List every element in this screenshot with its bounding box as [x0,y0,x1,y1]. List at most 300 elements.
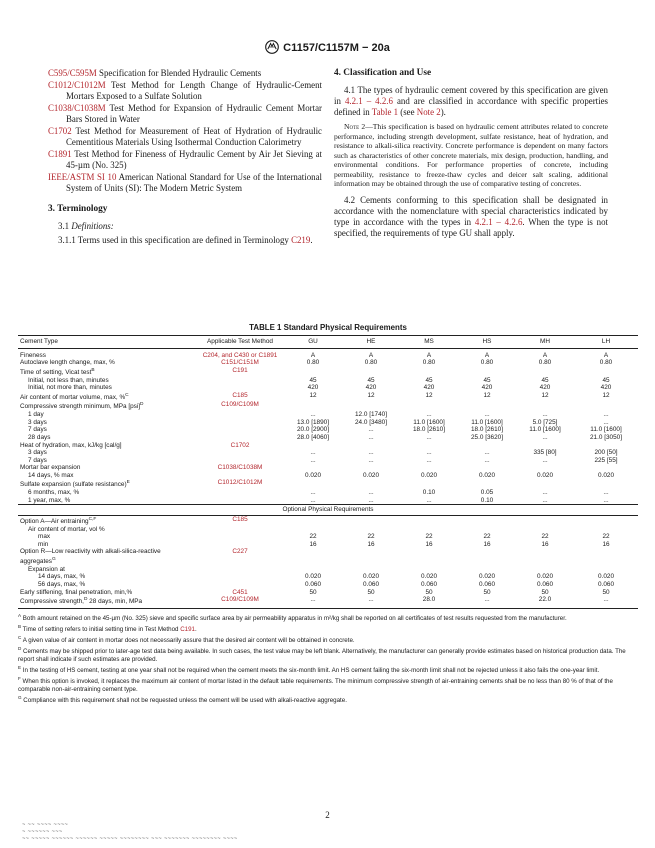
value-cell: 50 [425,588,433,596]
value-cell: ... [458,596,516,608]
value-cell: 50 [483,588,491,596]
value-cell: 0.060 [537,580,553,588]
footnote [18,645,638,663]
row-label: max [38,533,51,541]
col-header: Cement Type [18,336,196,349]
value-cell: ... [426,449,432,457]
method-link[interactable]: C1702 [230,441,250,449]
col-header: Applicable Test Method [196,336,284,349]
method-link [196,566,284,574]
value-cell [284,548,342,565]
value-cell: ... [310,456,316,464]
left-column [48,68,322,249]
value-cell [574,442,638,450]
table-row [18,548,638,565]
value-cell: 16 [541,540,549,548]
scribble-line: ~ ~~~~~~ ~~~ [22,829,63,835]
value-cell: 20.0 [2900] [297,426,329,434]
value-cell: ... [368,426,374,434]
value-cell: ... [603,411,609,419]
value-cell [342,479,400,489]
table-row [18,489,638,497]
table-row [18,449,638,457]
method-link [196,497,284,505]
value-cell [458,442,516,450]
table-row [18,581,638,589]
value-cell: 200 [50] [594,449,618,457]
method-link[interactable]: C109/C109M [196,596,284,608]
table-row [18,401,638,411]
value-cell [400,401,458,411]
footnote-mark: C [125,392,129,398]
row-label-cell [18,367,196,377]
reference-code-link[interactable]: C1038/C1038M [48,103,106,113]
row-label: 1 day [28,411,44,419]
value-cell: ... [542,433,548,441]
method-link[interactable]: C451 [232,588,248,596]
row-label-cell [18,377,196,385]
footnote [18,623,638,634]
row-label-cell [18,573,196,581]
row-label-cell [18,589,196,597]
value-cell: ... [368,496,374,504]
value-cell: ... [310,496,316,504]
table-row [18,426,638,434]
value-cell: 0.10 [480,496,494,504]
value-cell: 0.80 [364,359,378,367]
value-cell [458,464,516,472]
reference-item [48,68,322,79]
value-cell: ... [603,496,609,504]
row-label: Initial, not more than, minutes [28,384,112,392]
reference-title: Specification for Blended Hydraulic Cements [99,68,262,78]
footnote-text: Time of setting refers to initial setting time in Test Method [21,626,181,634]
value-cell: ... [342,596,400,608]
value-cell: 50 [367,588,375,596]
row-label-cell [18,548,196,565]
value-cell [284,442,342,450]
row-label-cell [18,596,196,608]
note-2: Note 2—This specification is based on hydraulic cement attributes related to concrete performance, including strength development, sulfate resistance, heat of hydration, and resistance to alkali-silica reactivity. Concrete performance is dependent on many factors such as characteristics of other concrete materials, mix design, production, handling, and environmental conditions. For performance properties of concrete, including permeability, resistance to freeze-thaw cycles and deicer salt scaling, additional information may be obtained through the use of comparative testing of concretes. [334,122,608,188]
method-link[interactable]: C151/C151M [221,359,259,367]
method-link [196,426,284,434]
value-cell: 420 [600,384,612,392]
value-cell [458,526,516,534]
link-c219[interactable]: C219 [291,235,311,245]
table-row [18,359,638,367]
value-cell: 45 [602,376,610,384]
value-cell: 12 [425,391,433,399]
method-link [196,449,284,457]
value-cell: 22.0 [516,596,574,608]
footnote [18,634,638,645]
value-cell: ... [542,496,548,504]
footnote-mark: E [18,665,22,671]
link-4-2-1b[interactable]: 4.2.1 – 4.2.6 [474,216,523,227]
row-label-cell [18,449,196,457]
footnote-mark: C,F [88,516,97,522]
value-cell [342,401,400,411]
value-cell: 420 [539,384,551,392]
value-cell: ... [426,496,432,504]
method-link [196,581,284,589]
value-cell: A [484,351,490,359]
value-cell: 45 [541,376,549,384]
value-cell: 0.060 [421,580,437,588]
value-cell [516,566,574,574]
value-cell: ... [284,596,342,608]
row-label: Expansion at [28,565,65,573]
reference-title: Test Method for Length Change of Hydraulic-Cement Mortars Exposed to a Sulfate Solution [66,80,322,101]
row-label-tail: 28 days, min, MPa [87,598,143,606]
value-cell: 50 [309,588,317,596]
footnote-mark: F [18,676,21,682]
value-cell: 18.0 [2610] [471,426,503,434]
row-label: Air content of mortar, vol % [28,525,105,533]
value-cell [574,464,638,472]
value-cell: 16 [309,540,317,548]
value-cell [458,401,516,411]
value-cell [284,526,342,534]
row-label: Mortar bar expansion [20,464,81,472]
row-label-cell [18,426,196,434]
table-row [18,434,638,442]
row-label-cell [18,348,196,359]
value-cell [574,526,638,534]
row-label: Sulfate expansion (sulfate resistance) [20,481,127,489]
value-cell: ... [368,449,374,457]
value-cell: 12 [602,391,610,399]
value-cell: 12 [309,391,317,399]
value-cell: ... [310,449,316,457]
value-cell: 21.0 [3050] [590,433,622,441]
value-cell [284,401,342,411]
table-row [18,589,638,597]
row-label: 7 days [28,456,47,464]
value-cell: 12 [541,391,549,399]
value-cell: ... [484,411,490,419]
col-header: HS [458,336,516,349]
row-label-cell [18,581,196,589]
value-cell [458,367,516,377]
value-cell: 25.0 [3620] [471,433,503,441]
table-row [18,464,638,472]
footnote-mark: D [83,597,88,603]
value-cell: 0.80 [422,359,436,367]
value-cell [400,367,458,377]
reference-code-link[interactable]: C595/C595M [48,68,97,78]
reference-code-link[interactable]: C1891 [48,149,72,159]
method-link [196,573,284,581]
footnote-text: A given value of air content in mortar does not necessarily assure that the desired air content will be obtained in concrete. [21,637,355,645]
reference-code-link[interactable]: IEEE/ASTM SI 10 [48,172,117,182]
table-row [18,457,638,465]
value-cell: 11.0 [1600] [590,426,622,434]
value-cell: 0.80 [538,359,552,367]
value-cell: 11.0 [1600] [471,418,503,426]
table-row [18,472,638,480]
value-cell: 12 [367,391,375,399]
table-row [18,384,638,392]
value-cell [516,464,574,472]
value-cell: 16 [367,540,375,548]
table-body [18,348,638,608]
table-row [18,479,638,489]
method-link[interactable]: C1012/C1012M [217,479,263,487]
footnote-text: In the testing of HS cement, testing at one year shall not be required when the cement meets the six-month limit. An HS cement failing the six-month limit shall not be rejected unless it also fails the one-year limit. [21,667,600,675]
table-row [18,377,638,385]
row-label-cell [18,457,196,465]
row-label: Option R—Low reactivity with alkali-silica-reactive aggregates [20,548,161,566]
row-label: Option A—Air entraining [20,518,89,526]
value-cell [400,526,458,534]
method-link[interactable]: C227 [232,548,248,556]
value-cell: ... [574,596,638,608]
value-cell [574,515,638,525]
method-link [196,489,284,497]
method-link [196,533,284,541]
value-cell: 11.0 [1600] [529,426,561,434]
table-footnotes [18,612,638,705]
table-1 [18,323,638,705]
col-header: GU [284,336,342,349]
reference-item [48,172,322,194]
reference-code-link[interactable]: C1702 [48,126,72,136]
section-3-1-1: 3.1.1 Terms used in this specification are defined in Terminology C219. [58,235,313,245]
value-cell [574,479,638,489]
row-label-cell [18,497,196,505]
value-cell: 45 [425,376,433,384]
footnote-text: Compliance with this requirement shall not be requested unless the cement will be used with alkali-reactive aggregate. [21,697,347,705]
col-header: MS [400,336,458,349]
value-cell [284,367,342,377]
row-label: 56 days, max, % [38,580,86,588]
value-cell: 13.0 [1890] [297,418,329,426]
method-link[interactable]: C109/C109M [221,401,259,409]
footnote-mark: G [18,695,22,700]
row-label: 28 days [28,433,51,441]
value-cell: 0.10 [422,489,436,497]
col-header: LH [574,336,638,349]
row-label: 14 days, max, % [38,573,86,581]
method-link [196,472,284,480]
value-cell [516,479,574,489]
method-link[interactable]: C1038/C1038M [217,464,263,472]
method-link[interactable]: C204, and C430 or C1891 [202,351,278,359]
link-4-2-1[interactable]: 4.2.1 – 4.2.6 [344,96,393,106]
value-cell: 0.060 [305,580,321,588]
value-cell: 16 [602,540,610,548]
row-label: Initial, not less than, minutes [28,376,109,384]
value-cell: 0.020 [598,471,614,479]
reference-title: Test Method for Expansion of Hydraulic Cement Mortar Bars Stored in Water [66,103,322,124]
value-cell: 0.020 [479,471,495,479]
value-cell: 12.0 [1740] [355,411,387,419]
reference-title: Test Method for Fineness of Hydraulic Cement by Air Jet Sieving at 45-µm (No. 325) [66,149,323,170]
value-cell: 0.020 [363,471,379,479]
reference-list [48,68,322,194]
reference-item [48,149,322,171]
value-cell: 0.020 [363,573,379,581]
value-cell [516,526,574,534]
page-number: 2 [325,810,330,820]
value-cell [400,566,458,574]
value-cell [516,442,574,450]
method-link [196,541,284,549]
value-cell: 0.020 [537,573,553,581]
footnote-mark: E [126,480,130,486]
footnote-mark: D [140,402,144,408]
value-cell: 0.060 [598,580,614,588]
value-cell: 0.060 [479,580,495,588]
col-header: MH [516,336,574,349]
col-header: HE [342,336,400,349]
row-label-cell [18,566,196,574]
value-cell: 50 [602,588,610,596]
row-label-cell [18,489,196,497]
row-label: Autoclave length change, max, % [20,359,115,367]
value-cell [458,479,516,489]
value-cell: 11.0 [1600] [413,418,445,426]
method-link [196,457,284,465]
value-cell: A [542,351,548,359]
row-label: Time of setting, Vicat test [20,368,92,376]
method-link[interactable]: C185 [232,391,248,399]
row-label-cell [18,359,196,367]
table-header-row [18,336,638,349]
value-cell [342,464,400,472]
table-row [18,533,638,541]
page-header [0,40,655,54]
reference-title: American National Standard for Use of the International System of Units (SI): The Modern Metric System [66,172,323,193]
row-label-cell [18,401,196,411]
value-cell: 16 [425,540,433,548]
reference-title: Test Method for Measurement of Heat of Hydration of Hydraulic Cementitious Materials Using Isothermal Conduction Calorimetry [66,126,323,147]
value-cell: ... [368,489,374,497]
value-cell: A [426,351,432,359]
value-cell: 0.020 [598,573,614,581]
method-link [196,384,284,392]
row-label: 1 year, max, % [28,496,71,504]
value-cell: ... [310,489,316,497]
value-cell: ... [484,456,490,464]
reference-code-link[interactable]: C1012/C1012M [48,80,106,90]
value-cell: 22 [602,533,610,541]
value-cell: ... [542,411,548,419]
value-cell [574,401,638,411]
row-label: Early stiffening, final penetration, min,% [20,588,133,596]
value-cell [516,548,574,565]
row-label-cell [18,526,196,534]
value-cell: 5.0 [725] [532,418,558,426]
right-column [334,68,608,242]
value-cell: A [603,351,609,359]
table-row [18,541,638,549]
value-cell [516,367,574,377]
value-cell: ... [368,433,374,441]
value-cell: A [368,351,374,359]
value-cell [400,515,458,525]
value-cell: 0.020 [305,573,321,581]
value-cell: 16 [483,540,491,548]
row-label-cell [18,464,196,472]
footnote-end: . [195,626,197,634]
method-link [196,434,284,442]
table-row [18,566,638,574]
value-cell [458,548,516,565]
value-cell [284,566,342,574]
footnote [18,664,638,675]
row-label: Fineness [20,351,46,359]
footnote-mark: A [18,612,22,618]
value-cell: 420 [365,384,377,392]
value-cell: 0.05 [480,489,494,497]
row-label-cell [18,533,196,541]
link-table-1[interactable]: Table 1 [371,107,399,117]
row-label-cell [18,472,196,480]
value-cell: 420 [481,384,493,392]
astm-logo-icon [265,40,279,54]
value-cell [458,515,516,525]
value-cell: 18.0 [2610] [413,426,445,434]
footnote-mark: G [51,557,56,563]
section-4-title: 4. Classification and Use [334,68,432,78]
reference-item [48,80,322,102]
table-row [18,442,638,450]
row-label-cell [18,419,196,427]
value-cell: 28.0 [4060] [297,433,329,441]
value-cell: 0.060 [363,580,379,588]
value-cell: 0.80 [599,359,613,367]
row-label-cell [18,442,196,450]
value-cell [400,548,458,565]
value-cell [342,367,400,377]
value-cell [574,367,638,377]
table-caption: TABLE 1 Standard Physical Requirements [249,323,407,332]
footnote-link[interactable]: C191 [180,626,195,634]
value-cell: 22 [483,533,491,541]
method-link[interactable]: C191 [232,366,248,374]
value-cell: 335 [80] [533,449,557,457]
value-cell: 45 [483,376,491,384]
method-link[interactable]: C185 [232,515,248,523]
value-cell [342,566,400,574]
optional-section-title: Optional Physical Requirements [18,505,638,516]
table-row [18,515,638,525]
value-cell: 0.020 [537,471,553,479]
value-cell: ... [310,411,316,419]
value-cell: 0.020 [421,471,437,479]
row-label-cell [18,384,196,392]
row-label: 3 days [28,418,47,426]
method-link [196,526,284,534]
value-cell: 420 [307,384,319,392]
table-row [18,348,638,359]
value-cell [516,401,574,411]
scribble-line: ~ ~~ ~~~~ ~~~~ [22,822,69,828]
requirements-table [18,335,638,609]
value-cell: 28.0 [400,596,458,608]
row-label-cell [18,434,196,442]
link-note-2[interactable]: Note 2 [416,107,441,117]
row-label: min [38,540,49,548]
method-link [196,411,284,419]
value-cell: 22 [541,533,549,541]
value-cell [342,442,400,450]
value-cell: 22 [367,533,375,541]
value-cell [284,479,342,489]
section-4-1: 4.1 The types of hydraulic cement covered by this specification are given in 4.2.1 – 4.2.6 and are classified in accordance with specific properties defined in Table 1 (see Note 2). [334,85,608,117]
